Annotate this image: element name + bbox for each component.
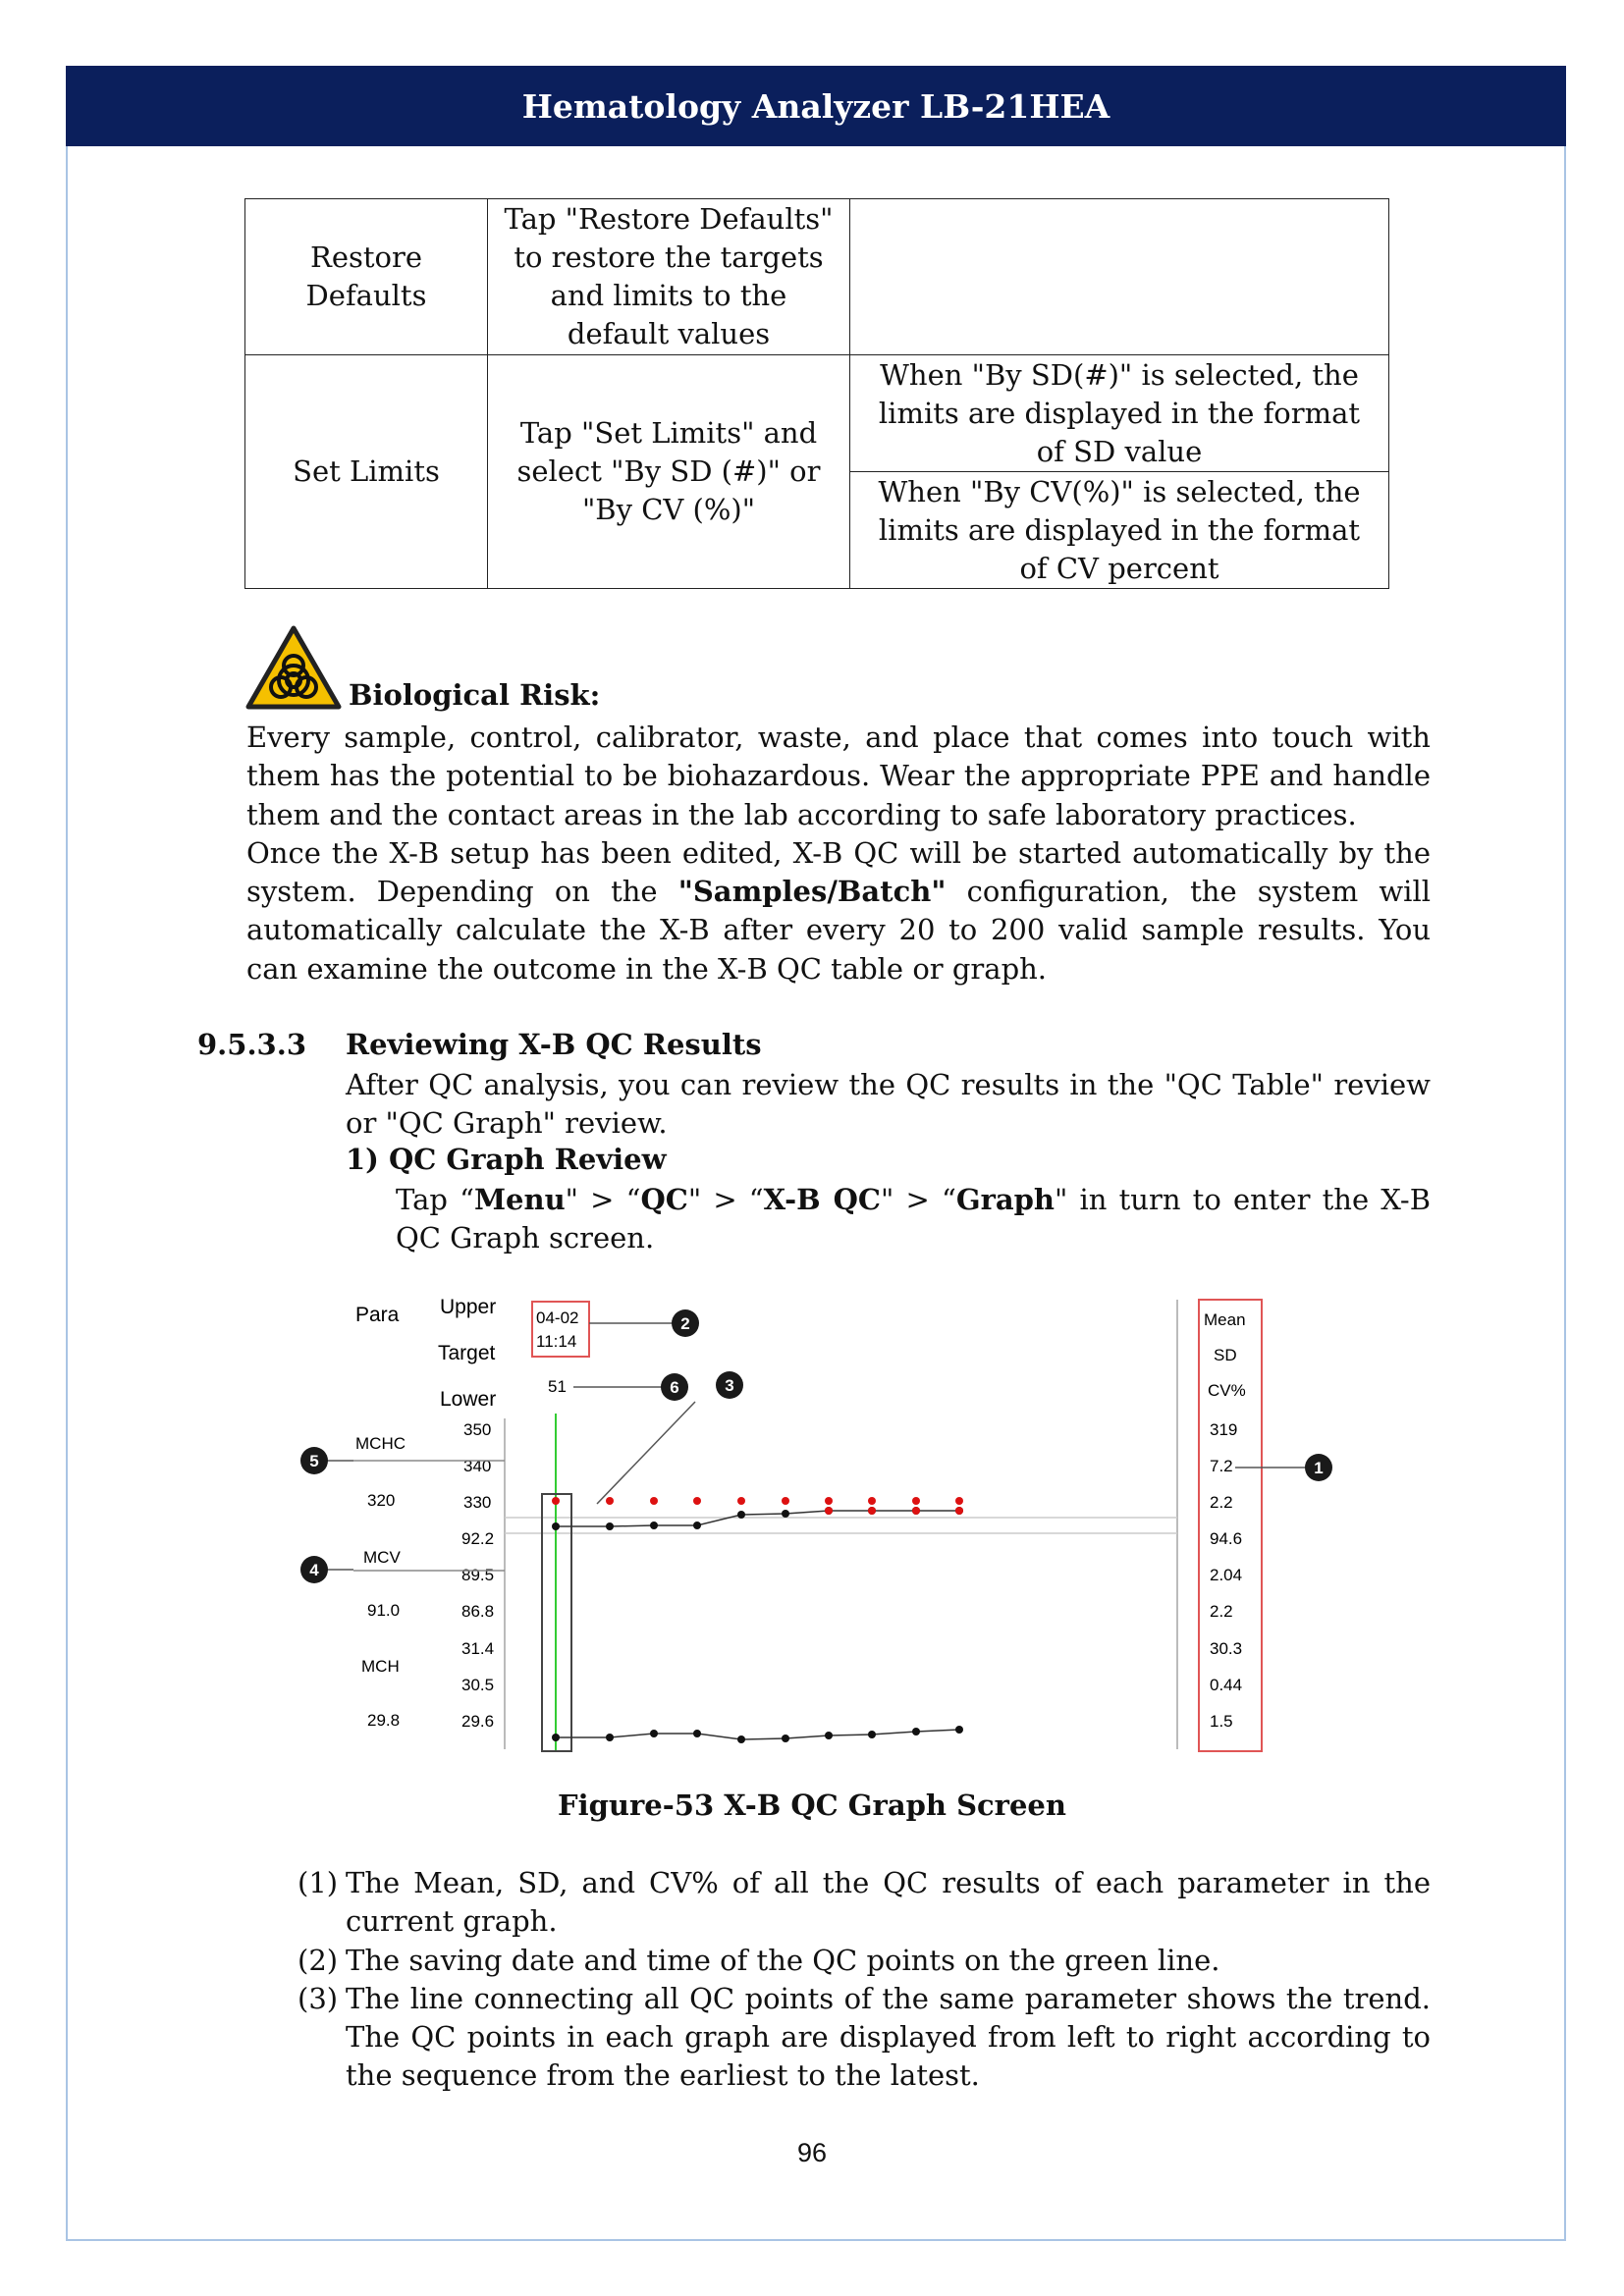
qc-point	[606, 1522, 614, 1530]
callout-number: 1	[1314, 1459, 1324, 1477]
callout-2	[589, 1309, 699, 1337]
callout-number: 4	[309, 1561, 319, 1579]
qc-point	[825, 1497, 833, 1505]
header-title: Hematology Analyzer LB-21HEA	[521, 86, 1110, 126]
qc-point	[650, 1522, 658, 1529]
samples-batch-term: "Samples/Batch"	[677, 875, 947, 909]
time-time: 11:14	[536, 1332, 577, 1351]
qc-point	[955, 1726, 963, 1734]
target-label: Target	[438, 1342, 496, 1364]
list-item	[298, 1980, 1431, 2096]
stats-header-sd: SD	[1214, 1346, 1237, 1364]
para-label: Para	[355, 1304, 400, 1326]
param-target: 29.8	[367, 1711, 401, 1730]
lower-label: Lower	[440, 1388, 497, 1411]
xbqc-term: X-B QC	[763, 1183, 882, 1216]
text-span: Tap “	[396, 1183, 474, 1216]
trend-line	[556, 1511, 959, 1526]
text-span: " > “	[881, 1183, 956, 1216]
qc-point	[955, 1497, 963, 1505]
graph-term: Graph	[955, 1183, 1056, 1216]
callout-6	[573, 1373, 688, 1401]
step-body	[396, 1181, 1431, 1258]
param-name: MCH	[361, 1657, 400, 1676]
menu-term: Menu	[473, 1183, 566, 1216]
qc-point	[737, 1511, 745, 1519]
callout-5	[300, 1447, 353, 1474]
param-target: 91.0	[367, 1601, 401, 1620]
text-span: Once the X-B setup has been edited, X-B QC will be started automatically by the system. Depending on the	[246, 835, 1431, 909]
qc-point	[552, 1734, 560, 1741]
qc-point	[912, 1497, 920, 1505]
qc-point	[737, 1497, 745, 1505]
text-span: configuration, the system will automatically calculate the X-B after every 20 to 200 valid sample results. You can examine the outcome in the X-B QC table or graph.	[246, 875, 1431, 986]
text-span: " > “	[565, 1183, 641, 1216]
figure-caption: Figure-53 X-B QC Graph Screen	[558, 1789, 1066, 1822]
step-title: 1) QC Graph Review	[346, 1143, 667, 1176]
trend-line	[556, 1730, 959, 1739]
stats-value: 94.6	[1210, 1529, 1243, 1548]
callout-4	[300, 1556, 353, 1583]
risk-paragraph: Every sample, control, calibrator, waste, and place that comes into touch with them has the potential to be biohazardous. Wear the appropriate PPE and handle them and the contact areas in the lab according to safe laboratory practices.	[246, 721, 1431, 831]
qc-term: QC	[640, 1183, 688, 1216]
figure-notes-list	[298, 1864, 1431, 2096]
qc-point	[955, 1507, 963, 1515]
callout-number: 2	[680, 1314, 690, 1333]
limit-value: 340	[463, 1457, 492, 1475]
qc-point	[693, 1730, 701, 1737]
biohazard-warning-icon	[245, 625, 342, 710]
callout-number: 5	[309, 1452, 319, 1470]
param-target: 320	[367, 1491, 396, 1510]
risk-title: Biological Risk:	[349, 678, 601, 712]
xb-paragraph	[246, 834, 1431, 988]
list-number: (2)	[298, 1943, 339, 1977]
list-item	[298, 1864, 1431, 1942]
limit-value: 330	[463, 1493, 492, 1512]
text-span: " > “	[687, 1183, 764, 1216]
xb-qc-graph-figure	[285, 1286, 1335, 1757]
qc-point	[825, 1507, 833, 1515]
qc-point	[650, 1497, 658, 1505]
section-number: 9.5.3.3	[197, 1028, 307, 1061]
qc-point	[782, 1735, 789, 1742]
callout-number: 3	[725, 1376, 734, 1395]
qc-point	[693, 1522, 701, 1529]
limit-value: 29.6	[461, 1712, 495, 1731]
stats-value: 2.2	[1210, 1602, 1233, 1621]
stats-value: 319	[1210, 1420, 1238, 1439]
page-header	[66, 66, 1566, 146]
qc-point	[782, 1510, 789, 1518]
table-cell-note: When "By CV(%)" is selected, the limits are displayed in the format of CV percent	[850, 472, 1389, 589]
limit-value: 92.2	[461, 1529, 495, 1548]
table-cell-empty	[850, 199, 1389, 355]
time-date: 04-02	[536, 1308, 579, 1327]
qc-point	[552, 1497, 560, 1505]
count-label: 51	[548, 1377, 567, 1396]
callout-number: 6	[670, 1378, 679, 1397]
list-text: The line connecting all QC points of the same parameter shows the trend. The QC points in each graph are displayed from left to right according to the sequence from the earliest to the latest.	[346, 1981, 1431, 2093]
risk-text	[246, 719, 1431, 988]
stats-value: 7.2	[1210, 1457, 1233, 1475]
param-name: MCHC	[355, 1434, 406, 1453]
page-number: 96	[796, 2138, 828, 2167]
qc-point	[606, 1497, 614, 1505]
table-cell-desc: Tap "Set Limits" and select "By SD (#)" or "By CV (%)"	[488, 355, 850, 589]
section-body: After QC analysis, you can review the QC results in the "QC Table" review or "QC Graph" review.	[346, 1068, 1431, 1141]
stats-value: 2.04	[1210, 1566, 1243, 1584]
list-text: The Mean, SD, and CV% of all the QC results of each parameter in the current graph.	[346, 1866, 1431, 1939]
table-cell-desc: Tap "Restore Defaults" to restore the targets and limits to the default values	[488, 199, 850, 355]
qc-point	[868, 1731, 876, 1738]
stats-header-cv: CV%	[1208, 1381, 1246, 1400]
qc-point	[737, 1735, 745, 1743]
stats-value: 1.5	[1210, 1712, 1233, 1731]
qc-point	[782, 1497, 789, 1505]
param-name: MCV	[363, 1548, 401, 1567]
section-title: Reviewing X-B QC Results	[346, 1028, 762, 1061]
qc-point	[868, 1507, 876, 1515]
qc-point	[650, 1730, 658, 1737]
table-cell-note: When "By SD(#)" is selected, the limits are displayed in the format of SD value	[850, 355, 1389, 472]
limit-value: 31.4	[461, 1639, 495, 1658]
limit-value: 350	[463, 1420, 492, 1439]
stats-value: 30.3	[1210, 1639, 1243, 1658]
callout-1	[1235, 1454, 1332, 1481]
settings-table	[244, 198, 1389, 589]
qc-point	[825, 1732, 833, 1739]
table-cell-name: Restore Defaults	[245, 199, 488, 355]
table-row	[245, 355, 1389, 472]
limit-value: 89.5	[461, 1566, 495, 1584]
stats-value: 2.2	[1210, 1493, 1233, 1512]
list-item	[298, 1942, 1431, 1980]
stats-header-mean: Mean	[1204, 1310, 1246, 1329]
list-number: (1)	[298, 1866, 339, 1899]
qc-point	[912, 1728, 920, 1735]
limit-value: 86.8	[461, 1602, 495, 1621]
qc-point	[606, 1734, 614, 1741]
qc-point	[693, 1497, 701, 1505]
qc-point	[912, 1507, 920, 1515]
table-cell-name: Set Limits	[245, 355, 488, 589]
list-text: The saving date and time of the QC points on the green line.	[346, 1943, 1220, 1977]
text-span: " in turn to enter the X-B QC Graph screen.	[396, 1183, 1431, 1255]
qc-point	[868, 1497, 876, 1505]
limit-value: 30.5	[461, 1676, 495, 1694]
stats-value: 0.44	[1210, 1676, 1243, 1694]
table-row	[245, 199, 1389, 355]
upper-label: Upper	[440, 1296, 497, 1318]
list-number: (3)	[298, 1981, 339, 2015]
qc-point	[552, 1522, 560, 1530]
